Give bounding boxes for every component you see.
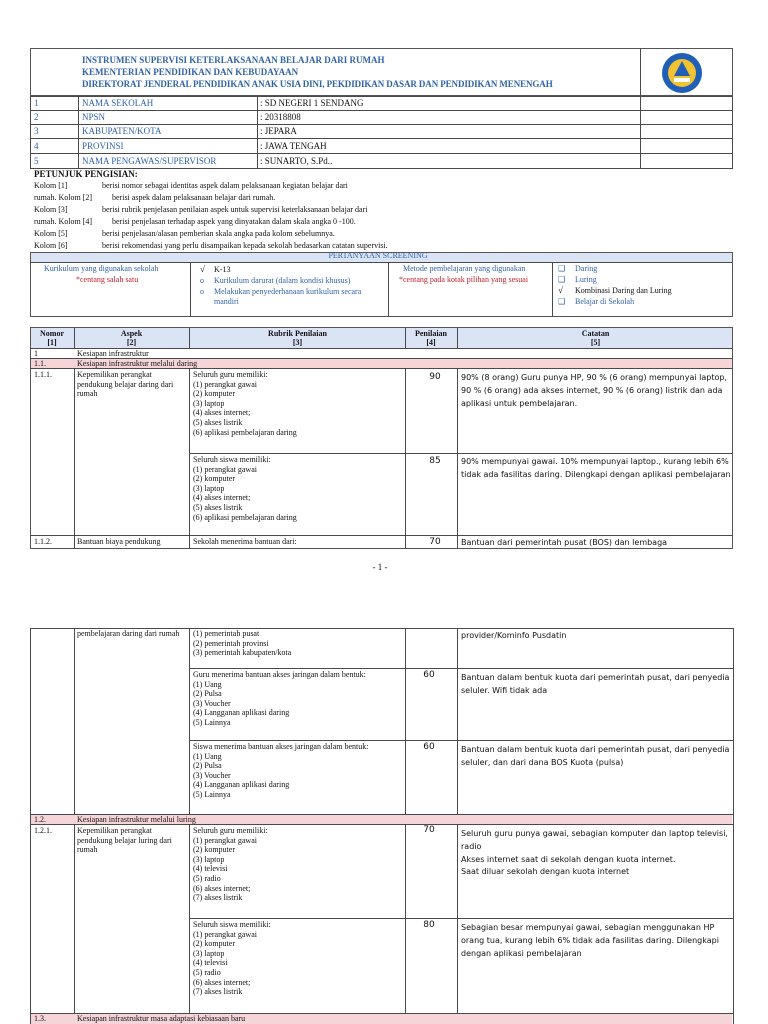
instruction-text: berisi rubrik penjelasan penilaian aspek untuk supervisi keterlaksanaan belajar dari [102,205,368,214]
rubric-student-network-aid [193,742,403,800]
rubric-line: (6) akses internet; [193,883,251,893]
table-head-col3: Rubrik Penilaian [268,329,327,338]
row-aspect-1-1-2: Bantuan biaya pendukung [77,537,161,546]
score-1-1-1-b: 85 [429,456,441,466]
rubric-line: (2) komputer [193,939,235,949]
identity-label-regency: KABUPATEN/KOTA [82,126,162,136]
rubric-funding-sources [193,629,403,658]
rubric-line: (7) akses listrik [193,893,243,903]
section-label-1-3: Kesiapan infrastruktur masa adaptasi kebiasaan baru [77,1014,246,1023]
identity-no-1: 1 [34,98,39,108]
curriculum-option-simplified[interactable]: Melakukan penyederhanaan kurikulum secara mandiri [214,287,362,306]
rubric-line: Siswa menerima bantuan akses jaringan dalam bentuk: [193,742,369,751]
curriculum-option-k13[interactable]: K-13 [214,265,231,274]
header-title-3: DIREKTORAT JENDERAL PENDIDIKAN ANAK USIA DINI, PEKDIDIKAN DASAR DAN PENDIDIKAN MENENGAH [82,79,553,89]
instruction-label: Kolom [5] [34,229,68,238]
method-checkbox-icon[interactable]: ❑ [558,264,566,273]
identity-no-3: 3 [34,126,39,136]
note-1-2-1-b: Sebagian besar mempunyai gawai, sebagian menggunakan HP orang tua, kurang lebih 6% tidak ada fasilitas daring. Dilengkapi dengan aplikasi pembelajaran [461,923,719,958]
rubric-line: (5) radio [193,967,221,977]
note-1-1-2: Bantuan dari pemerintah pusat (BOS) dan lembaga [461,538,668,547]
score-1-1-2: 70 [429,537,441,547]
rubric-line: (6) akses internet; [193,977,251,987]
identity-value-regency: : JEPARA [260,126,297,136]
rubric-student-devices [193,455,403,522]
note-student-network-aid: Bantuan dalam bentuk kuota dari pemerintah pusat, dari penyedia seluler, dan dari dana BOS Kuota (pulsa) [461,745,730,767]
instruction-text: berisi penjelasan/alasan pemberian skala angka pada kolom sebelumnya. [102,229,335,238]
rubric-line: (5) radio [193,873,221,883]
rubric-line: (6) aplikasi pembelajaran daring [193,512,297,522]
rubric-line: (5) akses listrik [193,502,243,512]
rubric-line: (4) akses internet; [193,408,251,418]
identity-label-npsn: NPSN [82,112,106,122]
method-check-icon[interactable]: √ [558,285,563,295]
curriculum-option-emergency[interactable]: Kurikulum darurat (dalam kondisi khusus) [214,276,351,285]
score-1-2-1-b: 80 [423,920,435,930]
identity-label-province: PROVINSI [82,141,124,151]
rubric-funding: Sekolah menerima bantuan dari: [193,537,297,546]
section-no-1-3: 1.3. [34,1014,46,1023]
score-1-1-1-a: 90 [429,372,441,382]
row-no-1-1-2: 1.1.2. [34,537,52,546]
rubric-line: (6) aplikasi pembelajaran daring [193,427,297,437]
rubric-line: (3) laptop [193,948,225,958]
section-no-1-2: 1.2. [34,815,46,824]
table-head-col4: Penilaian [414,329,447,338]
method-option-combined[interactable]: Kombinasi Daring dan Luring [575,286,672,295]
table-head-col1b: [1] [47,338,57,347]
rubric-line: Seluruh guru memiliki: [193,370,268,379]
rubric-line: (3) laptop [193,854,225,864]
identity-value-npsn: : 20318808 [260,112,301,122]
rubric-line: (4) akses internet; [193,493,251,503]
row-no-1-2-1: 1.2.1. [34,826,52,835]
instructions-title: PETUNJUK PENGISIAN: [34,169,138,179]
instruction-label: rumah. Kolom [4] [34,217,92,226]
score-student-network-aid: 60 [423,742,435,752]
identity-label-school: NAMA SEKOLAH [82,98,154,108]
row-aspect-1-2-1: Kepemilikan perangkat pendukung belajar luring dari rumah [77,826,172,855]
rubric-line: (1) Uang [193,751,222,761]
header-title-2: KEMENTERIAN PENDIDIKAN DAN KEBUDAYAAN [82,67,299,77]
identity-value-school: : SD NEGERI 1 SENDANG [260,98,364,108]
page-number: - 1 - [372,562,388,572]
note-continued: provider/Kominfo Pusdatin [461,631,567,640]
section-label-1-1: Kesiapan infrastruktur melalui daring [77,359,198,368]
identity-value-supervisor: : SUNARTO, S.Pd.. [260,156,333,166]
score-1-2-1-a: 70 [423,825,435,835]
ministry-logo [660,52,704,94]
instruction-label: Kolom [3] [34,205,68,214]
rubric-line: (2) pemerintah provinsi [193,638,269,648]
rubric-teacher-offline-devices [193,826,403,903]
method-option-daring[interactable]: Daring [575,264,598,273]
curriculum-label: Kurikulum yang digunakan sekolah [44,264,159,273]
identity-value-province: : JAWA TENGAH [260,141,327,151]
section-no-1-1: 1.1. [34,359,46,368]
rubric-line: (4) Langganan aplikasi daring [193,708,290,718]
identity-no-4: 4 [34,141,39,151]
table-head-col1: Nomor [40,329,64,338]
instruction-text: berisi nomor sebagai identitas aspek dalam pelaksanaan kegiatan belajar dari [102,181,348,190]
curriculum-check-icon[interactable]: √ [200,264,205,274]
identity-no-5: 5 [34,156,39,166]
method-note: *centang pada kotak pilihan yang sesuai [399,275,529,284]
instruction-text: berisi rekomendasi yang perlu disampaikan kepada sekolah bedasarkan catatan supervisi. [102,241,388,250]
rubric-line: (1) perangkat gawai [193,929,257,939]
row-aspect-1-1-1: Kepemilikan perangkat pendukung belajar daring dari rumah [77,370,174,399]
instruction-text: berisi penjelasan terhadap aspek yang dinyatakan dalam skala angka 0 -100. [112,217,356,226]
method-option-luring[interactable]: Luring [575,275,597,284]
section-no-1: 1 [34,349,38,358]
rubric-line: (2) Pulsa [193,689,222,699]
row-no-1-1-1: 1.1.1. [34,370,52,379]
rubric-line: Guru menerima bantuan akses jaringan dalam bentuk: [193,670,366,679]
rubric-line: (4) televisi [193,958,228,968]
section-label-1-2: Kesiapan infrastruktur melalui luring [77,815,196,824]
rubric-line: (3) laptop [193,483,225,493]
method-checkbox-icon[interactable]: ❑ [558,297,566,306]
instruction-text: berisi aspek dalam pelaksanaan belajar dari rumah. [112,193,276,202]
table-head-col2: Aspek [120,329,143,338]
note-1-1-1-b: 90% mempunyai gawai. 10% mempunyai laptop., kurang lebih 6% tidak ada fasilitas daring. Dilengkapi dengan aplikasi pembelajaran [461,457,731,479]
method-option-school[interactable]: Belajar di Sekolah [575,297,635,306]
method-label: Metode pembelajaran yang digunakan [403,264,526,273]
note-1-2-1-a: Seluruh guru punya gawai, sebagian komputer dan laptop televisi, radio Akses internet saat di sekolah dengan kuota internet. Saat diluar sekolah dengan kuota internet [461,829,728,877]
table-head-col2b: [2] [126,338,137,347]
rubric-line: (5) akses listrik [193,417,243,427]
rubric-student-offline-devices [193,920,403,997]
header-title-1: INSTRUMEN SUPERVISI KETERLAKSANAAN BELAJAR DARI RUMAH [82,55,385,65]
instruction-label: rumah. Kolom [2] [34,193,92,202]
instruction-label: Kolom [1] [34,181,68,190]
screening-title: PERTANYAAN SCREENING [328,251,428,260]
rubric-line: (7) akses listrik [193,987,243,997]
rubric-line: (3) laptop [193,398,225,408]
rubric-line: (4) Langganan aplikasi daring [193,780,290,790]
curriculum-note: *centang salah satu [76,275,139,284]
table-head-col5: Catatan [581,329,610,338]
rubric-line: (5) Lainnya [193,717,231,727]
rubric-line: (1) perangkat gawai [193,835,257,845]
rubric-line: Seluruh siswa memiliki: [193,920,271,929]
table-head-col4b: [4] [426,338,436,347]
rubric-line: (4) televisi [193,864,228,874]
note-1-1-1-a: 90% (8 orang) Guru punya HP, 90 % (6 orang) mempunyai laptop, 90 % (6 orang) ada akses internet, 90 % (6 orang) listrik dan ada aplikasi untuk pembelajaran. [461,373,727,408]
rubric-line: Seluruh siswa memiliki: [193,455,271,464]
score-teacher-network-aid: 60 [423,670,435,680]
rubric-line: (1) perangkat gawai [193,464,257,474]
note-teacher-network-aid: Bantuan dalam bentuk kuota dari pemerintah pusat, dari penyedia seluler. Wifi tidak ada [461,673,730,695]
rubric-line: (5) Lainnya [193,789,231,799]
section-label-1: Kesiapan infrastruktur [77,349,149,358]
rubric-line: (3) pemerintah kabupaten/kota [193,648,292,658]
instruction-label: Kolom [6] [34,241,68,250]
rubric-line: (2) komputer [193,845,235,855]
curriculum-radio-icon[interactable]: o [200,287,204,296]
rubric-line: (2) komputer [193,474,235,484]
identity-label-supervisor: NAMA PENGAWAS/SUPERVISOR [82,156,217,166]
rubric-line: (3) Voucher [193,770,231,780]
table-head-col5b: [5] [590,338,601,347]
row-aspect-continued: pembelajaran daring dari rumah [77,629,180,638]
rubric-line: (1) pemerintah pusat [193,629,260,638]
method-checkbox-icon[interactable]: ❑ [558,275,566,284]
rubric-line: (1) perangkat gawai [193,379,257,389]
table-head-col3b: [3] [292,338,303,347]
rubric-line: (2) Pulsa [193,761,222,771]
rubric-line: (2) komputer [193,389,235,399]
identity-no-2: 2 [34,112,39,122]
rubric-line: Seluruh guru memiliki: [193,826,268,835]
rubric-teacher-devices [193,370,403,437]
curriculum-radio-icon[interactable]: o [200,276,204,285]
rubric-line: (1) Uang [193,679,222,689]
rubric-teacher-network-aid [193,670,403,728]
rubric-line: (3) Voucher [193,698,231,708]
